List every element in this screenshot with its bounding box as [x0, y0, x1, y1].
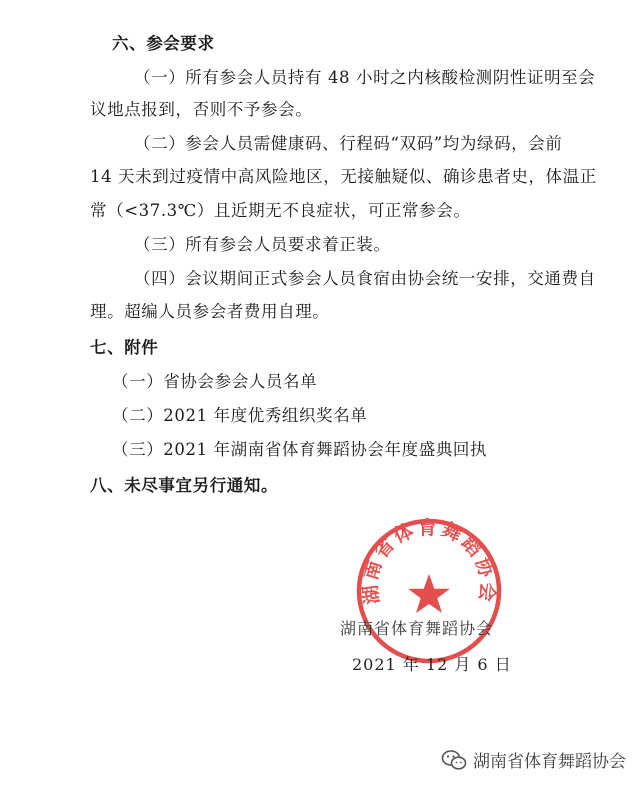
- section-6-item-2-line-3: 常（<37.3℃）且近期无不良症状，可正常参会。: [90, 201, 471, 220]
- attachment-item-1: （一）省协会参会人员名单: [112, 372, 318, 391]
- wechat-icon: [441, 749, 467, 771]
- signature-organization: 湖南省体育舞蹈协会: [340, 619, 494, 638]
- section-6-item-2-line-2: 14 天未到过疫情中高风险地区，无接触疑似、确诊患者史，体温正: [90, 167, 597, 186]
- watermark: [441, 747, 626, 772]
- attachment-item-2: （二）2021 年度优秀组织奖名单: [112, 406, 368, 425]
- section-6-item-1-line-2: 议地点报到，否则不予参会。: [90, 100, 313, 119]
- watermark-label: 湖南省体育舞蹈协会: [473, 752, 626, 772]
- section-8: 八、未尽事宜另行通知。: [90, 476, 279, 495]
- section-6-item-4-line-1: （四）会议期间正式参会人员食宿由协会统一安排，交通费自: [134, 269, 596, 288]
- section-6-item-3: （三）所有参会人员要求着正装。: [134, 235, 391, 254]
- section-6-item-4-line-2: 理。超编人员参会者费用自理。: [90, 302, 330, 321]
- section-6-item-1-line-1: （一）所有参会人员持有 48 小时之内核酸检测阴性证明至会: [134, 68, 596, 87]
- official-seal-icon: [354, 516, 504, 666]
- section-6-title: 六、参会要求: [112, 34, 215, 53]
- signature-date: 2021 年 12 月 6 日: [352, 655, 512, 674]
- seal-text: 湖南省体育舞蹈协会: [359, 516, 499, 606]
- attachment-item-3: （三）2021 年湖南省体育舞蹈协会年度盛典回执: [112, 440, 488, 459]
- section-6-item-2-line-1: （二）参会人员需健康码、行程码“双码”均为绿码，会前: [134, 134, 563, 153]
- section-7-title: 七、附件: [90, 338, 159, 357]
